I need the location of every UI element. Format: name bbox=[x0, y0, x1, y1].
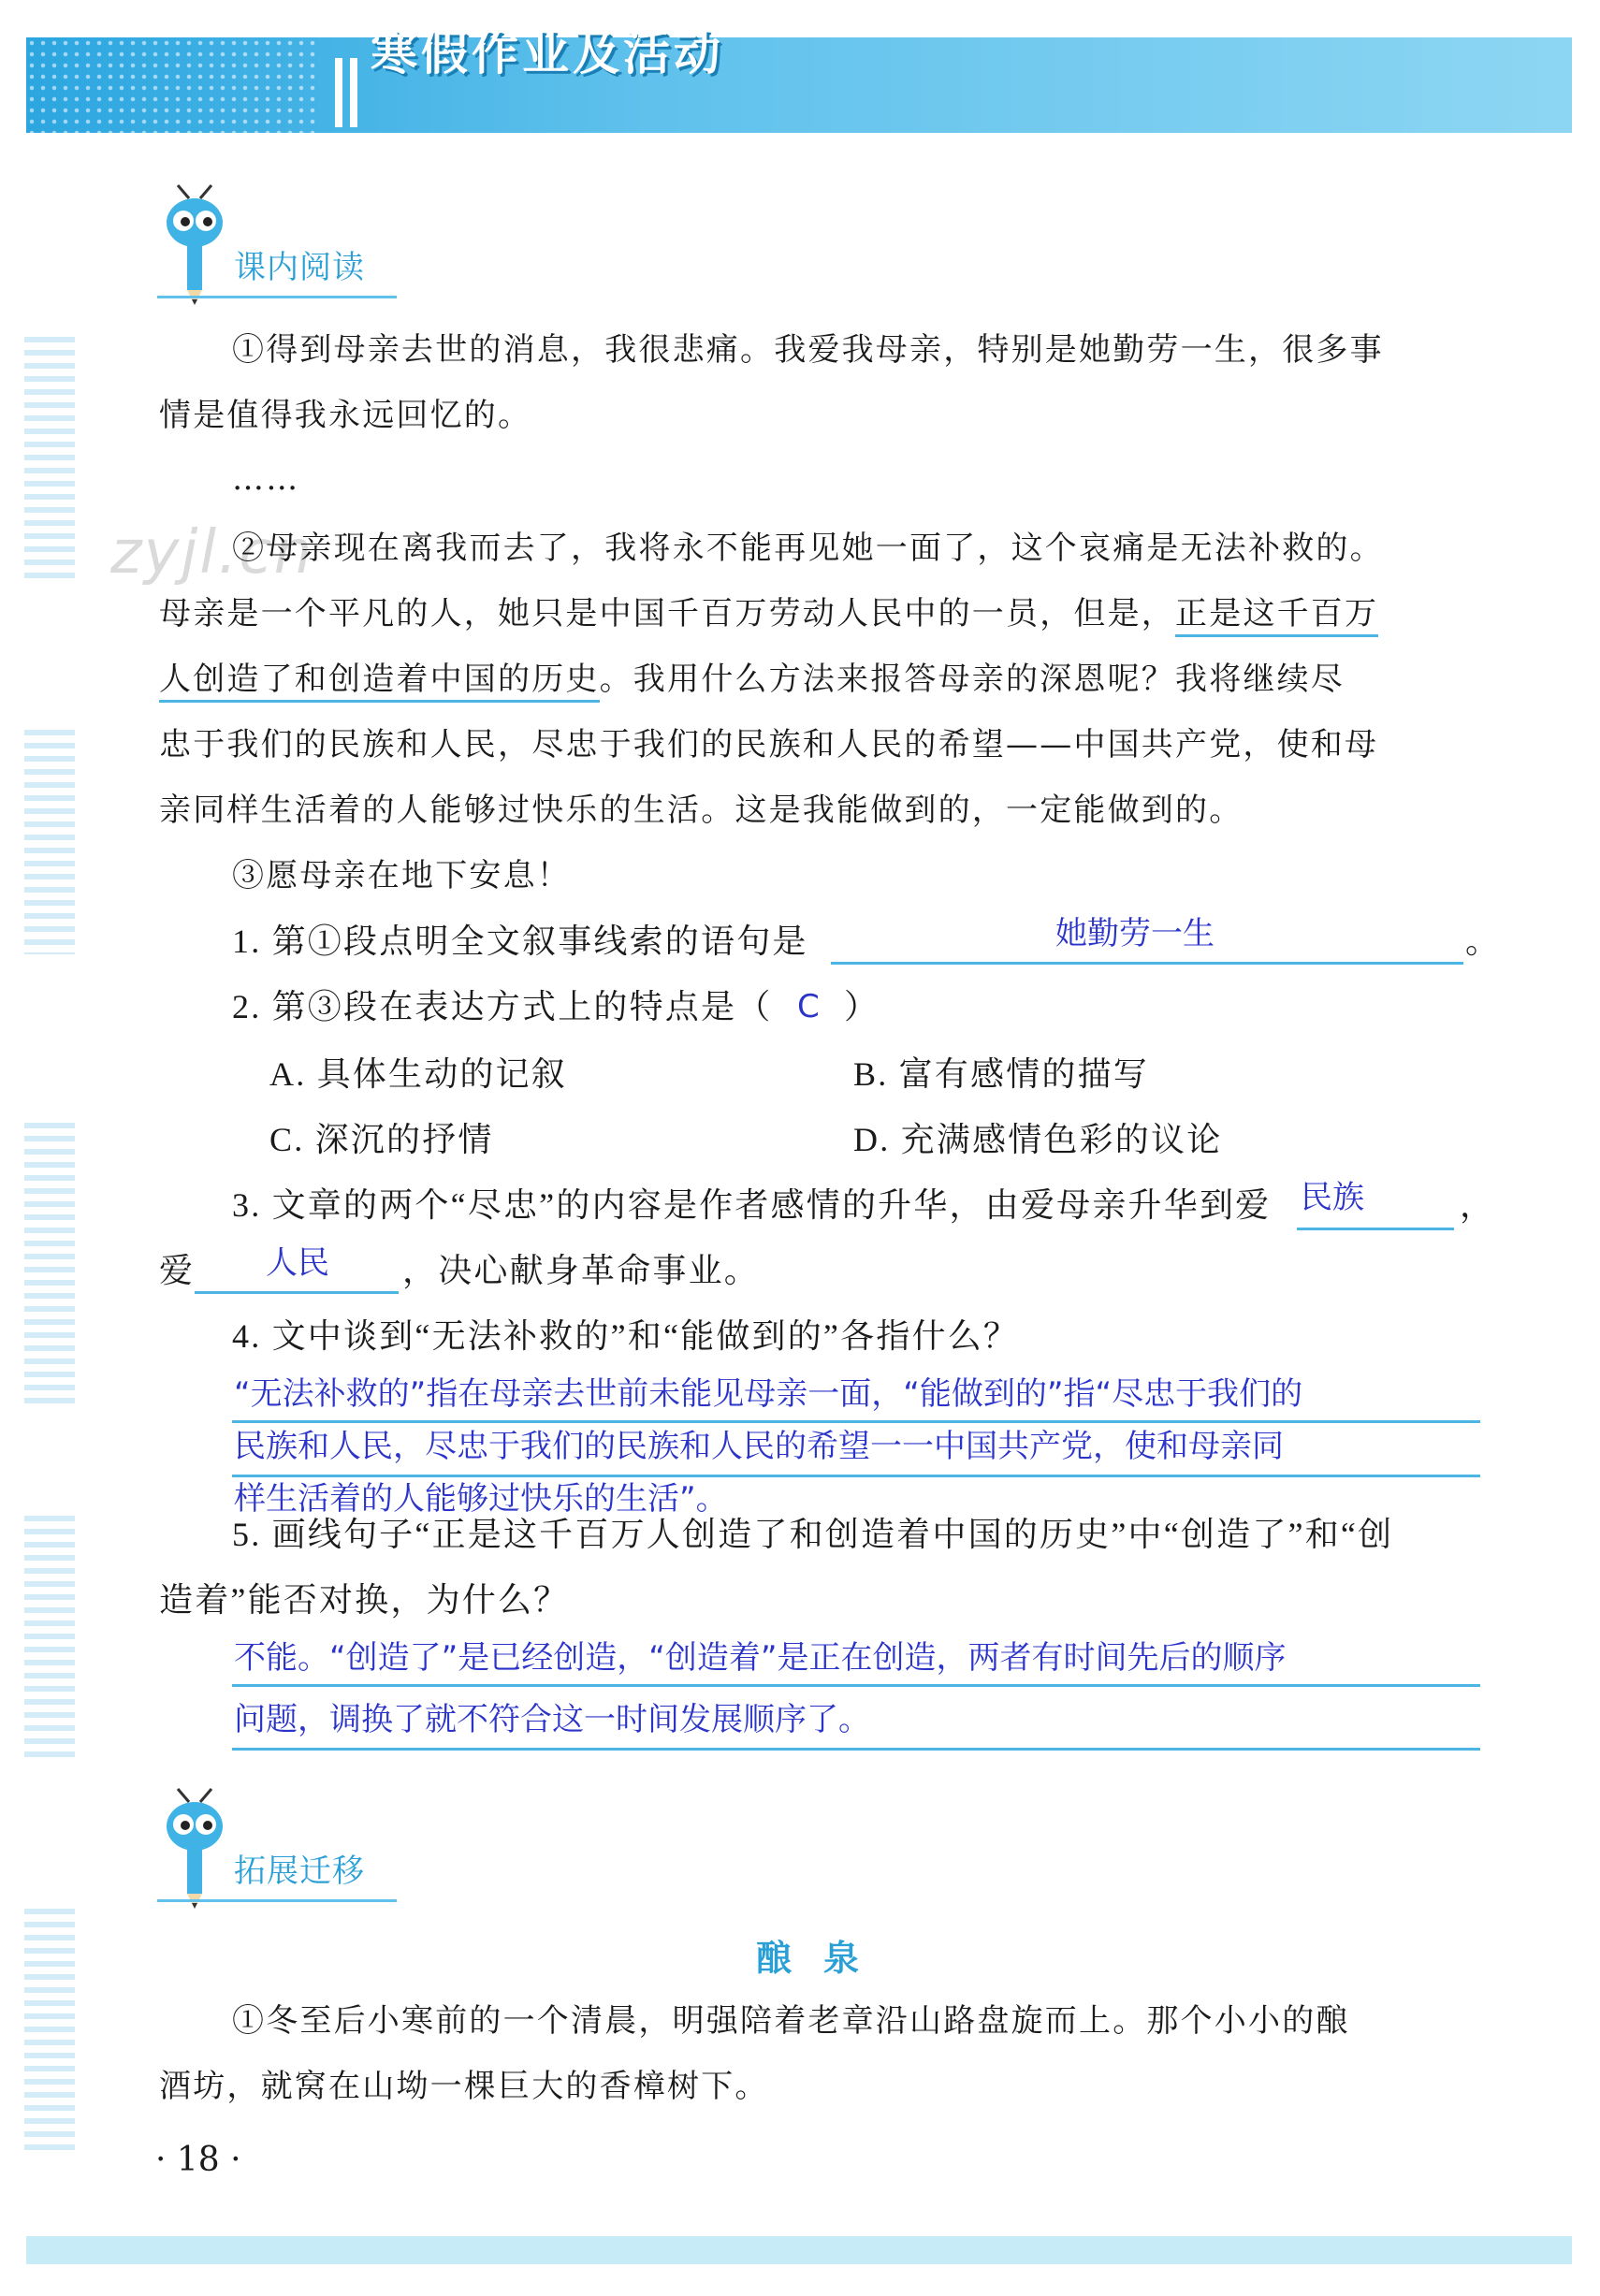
question-3-line2-start: 爱 bbox=[159, 1252, 196, 1289]
extension-p1-line2: 酒坊，就窝在山坳一棵巨大的香樟树下。 bbox=[159, 2068, 769, 2105]
pencil-mascot-icon bbox=[157, 1781, 232, 1912]
answer-q4-line1: “无法补救的”指在母亲去世前未能见母亲一面，“能做到的”指“尽忠于我们的 bbox=[234, 1375, 1303, 1413]
header-dot-pattern bbox=[26, 37, 316, 133]
section-label-reading bbox=[157, 178, 438, 309]
question-5-line1: 5. 画线句子“正是这千百万人创造了和创造着中国的历史”中“创造了”和“创 bbox=[232, 1516, 1394, 1553]
answer-q4-line2: 民族和人民，尽忠于我们的民族和人民的希望一一中国共产党，使和母亲同 bbox=[234, 1428, 1284, 1465]
passage-p2-line2 bbox=[159, 591, 1378, 636]
passage-ellipsis: …… bbox=[232, 460, 300, 498]
watermark: zyjl.cn bbox=[110, 518, 314, 588]
section-title-reading: 课内阅读 bbox=[234, 249, 365, 286]
answer-blank-q3-2 bbox=[195, 1291, 399, 1294]
question-3-line2-end: ，决心献身革命事业。 bbox=[402, 1252, 761, 1289]
question-1-end: 。 bbox=[1465, 923, 1502, 960]
pencil-mascot-icon bbox=[157, 178, 232, 309]
answer-line-q5-2 bbox=[232, 1748, 1480, 1751]
side-stripes-decoration bbox=[24, 337, 75, 580]
passage-p3: ③愿母亲在地下安息！ bbox=[232, 857, 571, 894]
answer-line-q5-1 bbox=[232, 1684, 1480, 1687]
answer-q2: C bbox=[797, 988, 820, 1025]
answer-q5-line1: 不能。“创造了”是已经创造，“创造着”是正在创造，两者有时间先后的顺序 bbox=[234, 1639, 1287, 1677]
underlined-sentence-part2: 人创造了和创造着中国的历史 bbox=[159, 661, 600, 703]
passage-p1-line1: ①得到母亲去世的消息，我很悲痛。我爱我母亲，特别是她勤劳一生，很多事 bbox=[232, 331, 1384, 369]
extension-passage-title: 酿泉 bbox=[756, 1938, 892, 1979]
header-bars-decoration bbox=[335, 58, 365, 127]
answer-q4-line3: 样生活着的人能够过快乐的生活”。 bbox=[234, 1480, 728, 1518]
bottom-bar-decoration bbox=[26, 2236, 1572, 2264]
section-underline bbox=[157, 1899, 397, 1902]
passage-p2-line1: ②母亲现在离我而去了，我将永不能再见她一面了，这个哀痛是无法补救的。 bbox=[232, 530, 1384, 567]
extension-p1-line1: ①冬至后小寒前的一个清晨，明强陪着老章沿山路盘旋而上。那个小小的酿 bbox=[232, 2002, 1350, 2040]
page-number: · 18 · bbox=[155, 2141, 241, 2179]
header-banner bbox=[26, 37, 1572, 133]
side-stripes-decoration bbox=[24, 1123, 75, 1403]
answer-q3-1: 民族 bbox=[1301, 1179, 1364, 1216]
option-c: C. 深沉的抒情 bbox=[269, 1121, 494, 1158]
answer-q1: 她勤劳一生 bbox=[1055, 915, 1215, 952]
answer-q5-line2: 问题，调换了就不符合这一时间发展顺序了。 bbox=[234, 1701, 870, 1738]
side-stripes-decoration bbox=[24, 1516, 75, 1759]
section-label-extension bbox=[157, 1781, 438, 1912]
question-2-close: ） bbox=[844, 988, 880, 1025]
question-3-comma: ， bbox=[1460, 1186, 1496, 1224]
passage-p2-line5: 亲同样生活着的人能够过快乐的生活。这是我能做到的，一定能做到的。 bbox=[159, 792, 1244, 829]
question-4: 4. 文中谈到“无法补救的”和“能做到的”各指什么？ bbox=[232, 1317, 1020, 1355]
option-b: B. 富有感情的描写 bbox=[853, 1055, 1150, 1093]
option-a: A. 具体生动的记叙 bbox=[269, 1055, 567, 1093]
side-stripes-decoration bbox=[24, 730, 75, 954]
answer-line-q4-1 bbox=[232, 1420, 1480, 1423]
passage-p2-line3-text: 。我用什么方法来报答母亲的深恩呢？我将继续尽 bbox=[599, 661, 1345, 698]
question-3-line1: 3. 文章的两个“尽忠”的内容是作者感情的升华，由爱母亲升华到爱 bbox=[232, 1186, 1272, 1224]
answer-blank-q3-1 bbox=[1297, 1228, 1454, 1230]
question-5-line2: 造着”能否对换，为什么？ bbox=[159, 1581, 570, 1619]
option-d: D. 充满感情色彩的议论 bbox=[853, 1121, 1223, 1158]
question-1: 1. 第①段点明全文叙事线索的语句是 bbox=[232, 923, 808, 960]
section-title-extension: 拓展迁移 bbox=[234, 1853, 365, 1890]
passage-p1-line2: 情是值得我永远回忆的。 bbox=[159, 397, 532, 434]
passage-p2-line2-text: 母亲是一个平凡的人，她只是中国千百万劳动人民中的一员，但是， bbox=[159, 595, 1175, 632]
answer-q3-2: 人民 bbox=[266, 1244, 329, 1282]
passage-p2-line4: 忠于我们的民族和人民，尽忠于我们的民族和人民的希望——中国共产党，使和母 bbox=[159, 726, 1379, 763]
passage-p2-line3 bbox=[159, 657, 1345, 702]
underlined-sentence-part1: 正是这千百万 bbox=[1175, 595, 1378, 637]
side-stripes-decoration bbox=[24, 1909, 75, 2152]
answer-blank-q1 bbox=[831, 962, 1463, 965]
section-underline bbox=[157, 296, 397, 298]
header-title: 寒假作业及活动 bbox=[371, 26, 724, 80]
question-2: 2. 第③段在表达方式上的特点是（ bbox=[232, 988, 773, 1025]
